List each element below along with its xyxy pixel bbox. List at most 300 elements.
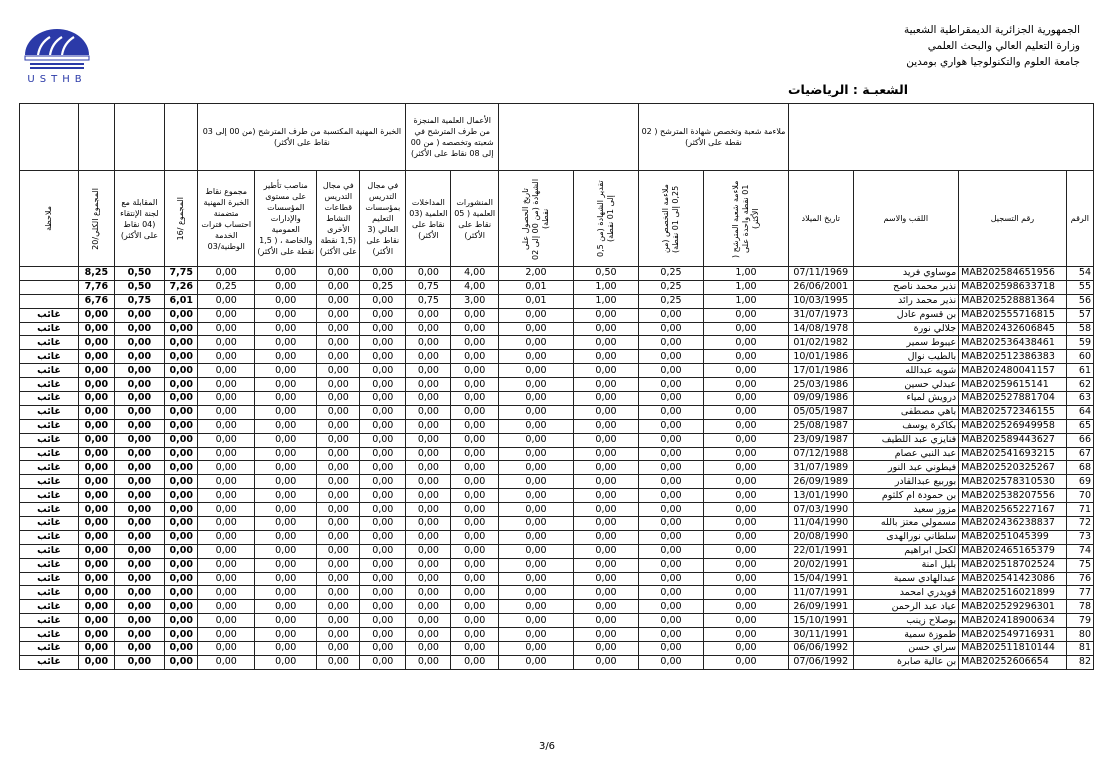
cell-national-service: 0,00	[198, 544, 255, 558]
cell-branch-fit: 1,00	[703, 267, 788, 281]
cell-note: غائب	[20, 392, 79, 406]
results-table	[19, 103, 1094, 670]
cell-note: غائب	[20, 322, 79, 336]
table-row	[20, 517, 1094, 531]
cell-specialty-fit: 0,25	[638, 280, 703, 294]
cell-registration: MAB202480041157	[959, 364, 1067, 378]
cell-publications: 0,00	[451, 503, 499, 517]
cell-degree-grade: 0,00	[573, 517, 638, 531]
cell-teaching-other: 0,00	[317, 642, 360, 656]
cell-index: 74	[1066, 544, 1093, 558]
cell-note: غائب	[20, 405, 79, 419]
cell-teaching-higher: 0,00	[360, 572, 406, 586]
cell-branch-fit: 0,00	[703, 655, 788, 669]
cell-degree-grade: 0,00	[573, 378, 638, 392]
cell-branch-fit: 1,00	[703, 294, 788, 308]
cell-registration: MAB202528881364	[959, 294, 1067, 308]
cell-publications: 0,00	[451, 572, 499, 586]
cell-interview: 0,00	[114, 544, 164, 558]
cell-management: 0,00	[255, 322, 317, 336]
cell-conferences: 0,00	[406, 530, 451, 544]
cell-degree-date: 0,00	[498, 600, 573, 614]
col-specialty-fit: ملاءمة التخصص (من 0,25 إلى 01 نقطة)	[638, 171, 703, 267]
cell-management: 0,00	[255, 586, 317, 600]
cell-degree-grade: 0,00	[573, 419, 638, 433]
cell-name: عياد عبد الرحمن	[853, 600, 959, 614]
cell-specialty-fit: 0,00	[638, 447, 703, 461]
cell-national-service: 0,00	[198, 392, 255, 406]
cell-birth-date: 07/06/1992	[788, 655, 853, 669]
cell-conferences: 0,00	[406, 475, 451, 489]
cell-registration: MAB202432606845	[959, 322, 1067, 336]
cell-publications: 0,00	[451, 475, 499, 489]
cell-total20: 0,00	[79, 433, 115, 447]
cell-degree-date: 0,00	[498, 614, 573, 628]
cell-total20: 0,00	[79, 517, 115, 531]
cell-conferences: 0,00	[406, 517, 451, 531]
cell-total16: 0,00	[165, 489, 198, 503]
cell-publications: 0,00	[451, 308, 499, 322]
cell-management: 0,00	[255, 475, 317, 489]
cell-conferences: 0,00	[406, 308, 451, 322]
cell-total16: 0,00	[165, 530, 198, 544]
cell-birth-date: 10/01/1986	[788, 350, 853, 364]
cell-teaching-other: 0,00	[317, 628, 360, 642]
cell-note: غائب	[20, 350, 79, 364]
empty-header	[79, 104, 115, 171]
cell-total16: 0,00	[165, 433, 198, 447]
cell-registration: MAB202538207556	[959, 489, 1067, 503]
cell-total20: 0,00	[79, 392, 115, 406]
cell-name: فيطوني عبد النور	[853, 461, 959, 475]
cell-note: غائب	[20, 308, 79, 322]
cell-teaching-other: 0,00	[317, 322, 360, 336]
cell-total16: 0,00	[165, 419, 198, 433]
cell-publications: 0,00	[451, 378, 499, 392]
cell-note: غائب	[20, 655, 79, 669]
cell-conferences: 0,00	[406, 419, 451, 433]
cell-name: درويش لمياء	[853, 392, 959, 406]
cell-publications: 0,00	[451, 419, 499, 433]
cell-registration: MAB202565227167	[959, 503, 1067, 517]
cell-management: 0,00	[255, 614, 317, 628]
cell-registration: MAB202536438461	[959, 336, 1067, 350]
cell-conferences: 0,00	[406, 267, 451, 281]
cell-branch-fit: 0,00	[703, 642, 788, 656]
cell-birth-date: 06/06/1992	[788, 642, 853, 656]
cell-name: سلطاني نورالهدى	[853, 530, 959, 544]
cell-index: 73	[1066, 530, 1093, 544]
cell-teaching-higher: 0,00	[360, 586, 406, 600]
cell-conferences: 0,00	[406, 378, 451, 392]
cell-conferences: 0,00	[406, 600, 451, 614]
cell-note: غائب	[20, 503, 79, 517]
cell-degree-grade: 0,00	[573, 642, 638, 656]
cell-publications: 0,00	[451, 461, 499, 475]
cell-degree-grade: 0,00	[573, 558, 638, 572]
cell-teaching-other: 0,00	[317, 364, 360, 378]
cell-name: عبدلي حسين	[853, 378, 959, 392]
cell-conferences: 0,00	[406, 489, 451, 503]
cell-note: غائب	[20, 558, 79, 572]
table-row	[20, 336, 1094, 350]
cell-management: 0,00	[255, 642, 317, 656]
cell-teaching-higher: 0,00	[360, 447, 406, 461]
cell-conferences: 0,00	[406, 392, 451, 406]
cell-teaching-other: 0,00	[317, 294, 360, 308]
cell-teaching-higher: 0,00	[360, 489, 406, 503]
col-conferences: المداخلات العلمية (03 نقاط على الأكثر)	[406, 171, 451, 267]
cell-national-service: 0,00	[198, 572, 255, 586]
cell-note: غائب	[20, 378, 79, 392]
col-degree-date: تاريخ الحصول على الشهادة (من 00 إلى 02 نقطة)	[498, 171, 573, 267]
cell-degree-date: 0,00	[498, 392, 573, 406]
table-row	[20, 600, 1094, 614]
cell-degree-date: 0,00	[498, 350, 573, 364]
cell-total20: 0,00	[79, 530, 115, 544]
table-row	[20, 267, 1094, 281]
cell-teaching-higher: 0,00	[360, 642, 406, 656]
cell-management: 0,00	[255, 517, 317, 531]
cell-degree-date: 0,00	[498, 461, 573, 475]
cell-degree-grade: 0,00	[573, 628, 638, 642]
cell-conferences: 0,00	[406, 655, 451, 669]
cell-index: 63	[1066, 392, 1093, 406]
table-row	[20, 614, 1094, 628]
cell-publications: 0,00	[451, 433, 499, 447]
cell-conferences: 0,00	[406, 322, 451, 336]
cell-registration: MAB202516021899	[959, 586, 1067, 600]
cell-birth-date: 15/04/1991	[788, 572, 853, 586]
cell-national-service: 0,00	[198, 378, 255, 392]
cell-birth-date: 22/01/1991	[788, 544, 853, 558]
cell-birth-date: 11/04/1990	[788, 517, 853, 531]
cell-name: شويه عبدالله	[853, 364, 959, 378]
cell-specialty-fit: 0,00	[638, 503, 703, 517]
col-management: مناصب تأطير على مستوى المؤسسات والإدارات العمومية والخاصة ، ( 1,5 نقطة على الأكثر)	[255, 171, 317, 267]
cell-name: بن حمودة ام كلثوم	[853, 489, 959, 503]
cell-branch-fit: 0,00	[703, 503, 788, 517]
cell-birth-date: 07/12/1988	[788, 447, 853, 461]
cell-conferences: 0,00	[406, 628, 451, 642]
cell-total20: 0,00	[79, 503, 115, 517]
table-row	[20, 280, 1094, 294]
cell-total20: 0,00	[79, 586, 115, 600]
cell-total20: 0,00	[79, 378, 115, 392]
cell-branch-fit: 0,00	[703, 544, 788, 558]
cell-branch-fit: 0,00	[703, 558, 788, 572]
cell-national-service: 0,00	[198, 517, 255, 531]
col-registration: رقم التسجيل	[959, 171, 1067, 267]
cell-branch-fit: 0,00	[703, 586, 788, 600]
cell-specialty-fit: 0,00	[638, 475, 703, 489]
cell-publications: 0,00	[451, 392, 499, 406]
cell-publications: 0,00	[451, 350, 499, 364]
cell-interview: 0,75	[114, 294, 164, 308]
cell-national-service: 0,00	[198, 628, 255, 642]
cell-interview: 0,00	[114, 517, 164, 531]
cell-name: بليل آمنة	[853, 558, 959, 572]
cell-teaching-other: 0,00	[317, 517, 360, 531]
cell-specialty-fit: 0,00	[638, 392, 703, 406]
cell-degree-date: 0,00	[498, 489, 573, 503]
university-line: جامعة العلوم والتكنولوجيا هواري بومدين	[906, 56, 1080, 68]
cell-teaching-higher: 0,00	[360, 392, 406, 406]
cell-teaching-higher: 0,00	[360, 628, 406, 642]
cell-conferences: 0,00	[406, 461, 451, 475]
cell-registration: MAB202526949958	[959, 419, 1067, 433]
cell-name: نذير محمد رائد	[853, 294, 959, 308]
cell-registration: MAB202549716931	[959, 628, 1067, 642]
table-row	[20, 294, 1094, 308]
cell-index: 64	[1066, 405, 1093, 419]
cell-national-service: 0,25	[198, 280, 255, 294]
col-publications: المنشورات العلمية ( 05 نقاط على الأكثر)	[451, 171, 499, 267]
cell-publications: 0,00	[451, 600, 499, 614]
cell-total16: 0,00	[165, 572, 198, 586]
col-branch-fit: ملاءمة شعبة المترشح ( 01 نقطة واحدة على الأكثر)	[703, 171, 788, 267]
cell-teaching-other: 0,00	[317, 572, 360, 586]
cell-registration: MAB20251045399	[959, 530, 1067, 544]
cell-birth-date: 07/11/1969	[788, 267, 853, 281]
cell-total16: 6,01	[165, 294, 198, 308]
cell-degree-date: 0,00	[498, 447, 573, 461]
cell-interview: 0,00	[114, 530, 164, 544]
cell-publications: 0,00	[451, 530, 499, 544]
cell-degree-date: 0,00	[498, 517, 573, 531]
cell-branch-fit: 0,00	[703, 530, 788, 544]
cell-teaching-other: 0,00	[317, 544, 360, 558]
cell-branch-fit: 0,00	[703, 405, 788, 419]
cell-degree-date: 0,00	[498, 530, 573, 544]
cell-publications: 0,00	[451, 628, 499, 642]
cell-registration: MAB202418900634	[959, 614, 1067, 628]
cell-interview: 0,00	[114, 392, 164, 406]
cell-publications: 0,00	[451, 544, 499, 558]
group-header-relevance: ملاءمة شعبة وتخصص شهادة المترشح ( 02 نقطة على الأكثر)	[638, 104, 788, 171]
page-number: 3/6	[538, 741, 556, 752]
cell-interview: 0,50	[114, 280, 164, 294]
cell-interview: 0,00	[114, 322, 164, 336]
col-degree-grade: تقدير الشهادة (من 0,5 إلى 01 نقطة)	[573, 171, 638, 267]
table-row	[20, 461, 1094, 475]
cell-note: غائب	[20, 600, 79, 614]
cell-specialty-fit: 0,00	[638, 336, 703, 350]
cell-degree-date: 0,00	[498, 405, 573, 419]
cell-total16: 0,00	[165, 475, 198, 489]
cell-conferences: 0,00	[406, 433, 451, 447]
cell-national-service: 0,00	[198, 600, 255, 614]
cell-national-service: 0,00	[198, 364, 255, 378]
cell-teaching-other: 0,00	[317, 405, 360, 419]
cell-specialty-fit: 0,00	[638, 378, 703, 392]
cell-conferences: 0,00	[406, 544, 451, 558]
cell-registration: MAB202584651956	[959, 267, 1067, 281]
cell-degree-grade: 0,00	[573, 308, 638, 322]
cell-registration: MAB202572346155	[959, 405, 1067, 419]
table-row	[20, 447, 1094, 461]
cell-degree-date: 0,00	[498, 544, 573, 558]
cell-total20: 0,00	[79, 489, 115, 503]
cell-branch-fit: 0,00	[703, 322, 788, 336]
cell-index: 69	[1066, 475, 1093, 489]
cell-management: 0,00	[255, 530, 317, 544]
cell-name: طموزة سمية	[853, 628, 959, 642]
cell-conferences: 0,75	[406, 280, 451, 294]
svg-text:USTHB: USTHB	[27, 74, 87, 85]
cell-birth-date: 05/05/1987	[788, 405, 853, 419]
table-row	[20, 322, 1094, 336]
cell-teaching-other: 0,00	[317, 614, 360, 628]
cell-total16: 0,00	[165, 336, 198, 350]
cell-publications: 4,00	[451, 267, 499, 281]
cell-management: 0,00	[255, 308, 317, 322]
cell-index: 81	[1066, 642, 1093, 656]
cell-total16: 0,00	[165, 378, 198, 392]
cell-degree-grade: 0,00	[573, 600, 638, 614]
cell-interview: 0,00	[114, 572, 164, 586]
cell-degree-date: 0,00	[498, 322, 573, 336]
cell-publications: 0,00	[451, 517, 499, 531]
cell-branch-fit: 0,00	[703, 475, 788, 489]
cell-name: بكاكرة يوسف	[853, 419, 959, 433]
cell-conferences: 0,00	[406, 336, 451, 350]
cell-note	[20, 280, 79, 294]
cell-index: 75	[1066, 558, 1093, 572]
cell-teaching-higher: 0,00	[360, 336, 406, 350]
cell-registration: MAB202512386383	[959, 350, 1067, 364]
cell-specialty-fit: 0,00	[638, 614, 703, 628]
cell-birth-date: 26/09/1989	[788, 475, 853, 489]
cell-management: 0,00	[255, 419, 317, 433]
cell-note: غائب	[20, 530, 79, 544]
cell-national-service: 0,00	[198, 294, 255, 308]
cell-name: موساوي فريد	[853, 267, 959, 281]
cell-teaching-higher: 0,00	[360, 544, 406, 558]
cell-name: عيبوط سمير	[853, 336, 959, 350]
cell-degree-date: 0,00	[498, 628, 573, 642]
cell-teaching-higher: 0,00	[360, 378, 406, 392]
cell-interview: 0,00	[114, 350, 164, 364]
cell-teaching-other: 0,00	[317, 447, 360, 461]
cell-degree-date: 0,00	[498, 503, 573, 517]
cell-teaching-higher: 0,00	[360, 308, 406, 322]
cell-branch-fit: 0,00	[703, 461, 788, 475]
cell-conferences: 0,00	[406, 350, 451, 364]
table-row	[20, 572, 1094, 586]
cell-name: بن عالية صابرة	[853, 655, 959, 669]
cell-specialty-fit: 0,00	[638, 308, 703, 322]
cell-national-service: 0,00	[198, 405, 255, 419]
cell-total16: 0,00	[165, 461, 198, 475]
cell-teaching-other: 0,00	[317, 392, 360, 406]
cell-registration: MAB20259615141	[959, 378, 1067, 392]
cell-index: 65	[1066, 419, 1093, 433]
cell-total20: 0,00	[79, 364, 115, 378]
cell-degree-grade: 0,00	[573, 530, 638, 544]
cell-total20: 0,00	[79, 614, 115, 628]
cell-index: 68	[1066, 461, 1093, 475]
cell-publications: 4,00	[451, 280, 499, 294]
cell-note: غائب	[20, 419, 79, 433]
cell-teaching-higher: 0,00	[360, 405, 406, 419]
cell-total16: 7,26	[165, 280, 198, 294]
col-interview: المقابلة مع لجنة الإنتقاء (04 نقاط على الأكثر)	[114, 171, 164, 267]
cell-interview: 0,00	[114, 628, 164, 642]
cell-name: نذير محمد ناصح	[853, 280, 959, 294]
cell-branch-fit: 0,00	[703, 392, 788, 406]
cell-teaching-higher: 0,00	[360, 294, 406, 308]
cell-total20: 0,00	[79, 558, 115, 572]
cell-total20: 0,00	[79, 642, 115, 656]
cell-degree-date: 0,00	[498, 655, 573, 669]
cell-degree-grade: 0,00	[573, 586, 638, 600]
cell-interview: 0,00	[114, 558, 164, 572]
cell-management: 0,00	[255, 447, 317, 461]
cell-specialty-fit: 0,00	[638, 461, 703, 475]
table-row	[20, 530, 1094, 544]
cell-total20: 0,00	[79, 405, 115, 419]
cell-national-service: 0,00	[198, 489, 255, 503]
cell-specialty-fit: 0,00	[638, 530, 703, 544]
cell-birth-date: 20/02/1991	[788, 558, 853, 572]
cell-total16: 0,00	[165, 558, 198, 572]
cell-national-service: 0,00	[198, 475, 255, 489]
cell-registration: MAB202598633718	[959, 280, 1067, 294]
cell-birth-date: 15/10/1991	[788, 614, 853, 628]
cell-registration: MAB202541423086	[959, 572, 1067, 586]
cell-conferences: 0,00	[406, 614, 451, 628]
cell-national-service: 0,00	[198, 614, 255, 628]
cell-name: بوربيع عبدالقادر	[853, 475, 959, 489]
cell-index: 57	[1066, 308, 1093, 322]
cell-total20: 7,76	[79, 280, 115, 294]
cell-index: 58	[1066, 322, 1093, 336]
cell-degree-grade: 0,00	[573, 503, 638, 517]
table-row	[20, 655, 1094, 669]
cell-name: فنايزي عبد اللطيف	[853, 433, 959, 447]
cell-specialty-fit: 0,00	[638, 655, 703, 669]
cell-total16: 0,00	[165, 614, 198, 628]
cell-publications: 0,00	[451, 447, 499, 461]
cell-teaching-higher: 0,00	[360, 600, 406, 614]
cell-branch-fit: 0,00	[703, 614, 788, 628]
cell-conferences: 0,00	[406, 586, 451, 600]
cell-conferences: 0,00	[406, 642, 451, 656]
cell-specialty-fit: 0,00	[638, 322, 703, 336]
cell-teaching-other: 0,00	[317, 558, 360, 572]
cell-degree-grade: 0,00	[573, 392, 638, 406]
cell-birth-date: 13/01/1990	[788, 489, 853, 503]
cell-teaching-higher: 0,00	[360, 461, 406, 475]
table-row	[20, 558, 1094, 572]
cell-registration: MAB202518702524	[959, 558, 1067, 572]
table-row	[20, 364, 1094, 378]
cell-specialty-fit: 0,00	[638, 642, 703, 656]
cell-degree-grade: 0,00	[573, 433, 638, 447]
cell-birth-date: 30/11/1991	[788, 628, 853, 642]
cell-name: بوصلاح زينب	[853, 614, 959, 628]
cell-teaching-higher: 0,25	[360, 280, 406, 294]
cell-name: عبد النبي عصام	[853, 447, 959, 461]
cell-degree-grade: 1,00	[573, 294, 638, 308]
cell-total16: 0,00	[165, 628, 198, 642]
cell-index: 60	[1066, 350, 1093, 364]
cell-note: غائب	[20, 364, 79, 378]
cell-name: بالطيب نوال	[853, 350, 959, 364]
cell-branch-fit: 0,00	[703, 517, 788, 531]
cell-teaching-higher: 0,00	[360, 655, 406, 669]
